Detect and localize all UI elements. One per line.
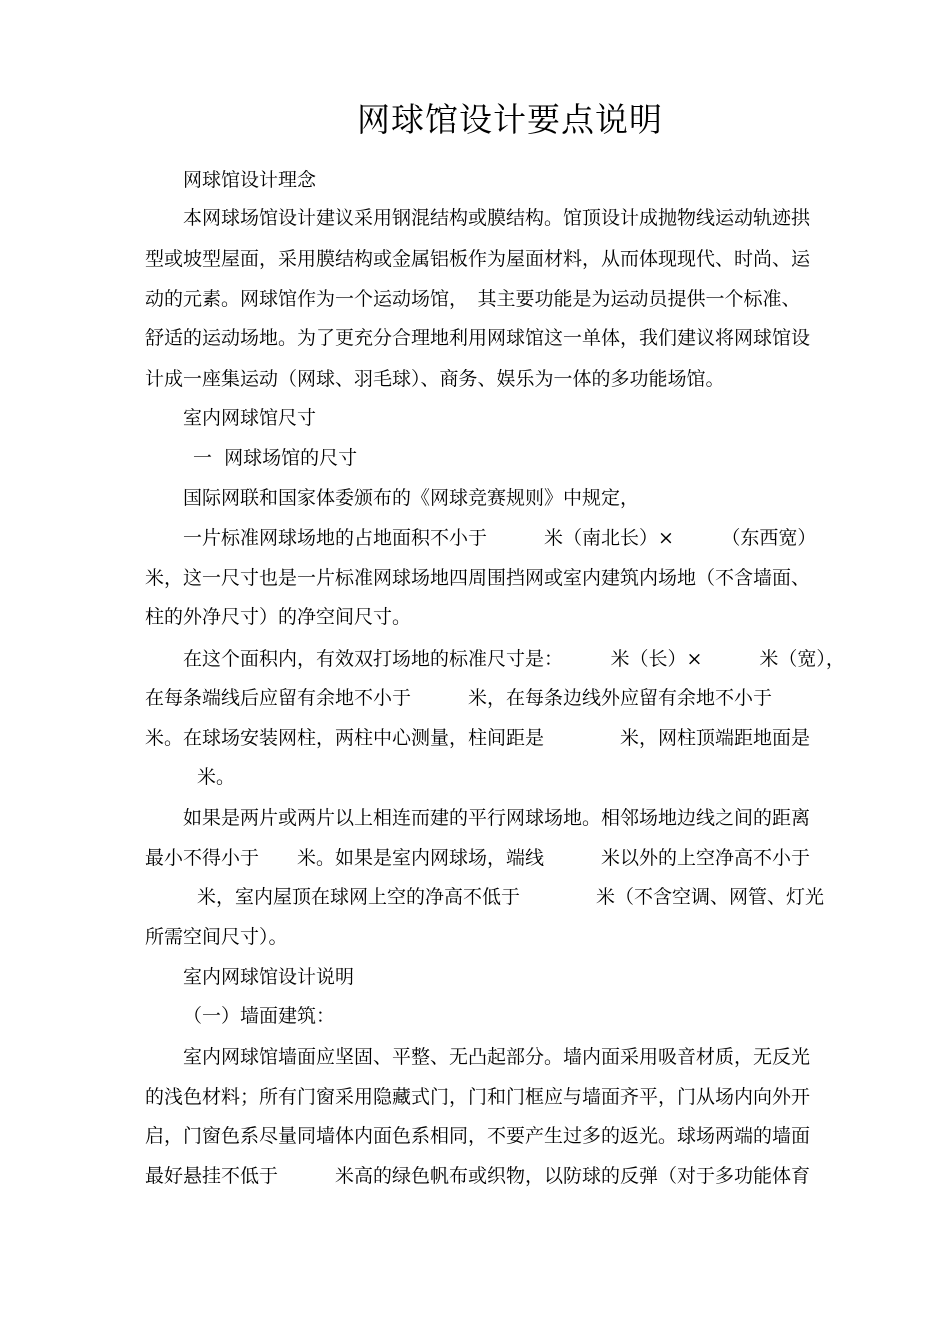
- section-heading: 室内网球馆尺寸: [183, 407, 317, 429]
- paragraph-line: 最小不得小于 米。如果是室内网球场，端线 米以外的上空净高不小于: [145, 847, 811, 869]
- paragraph-line: 米。在球场安装网柱，两柱中心测量，柱间距是 米，网柱顶端距地面是: [145, 727, 811, 749]
- paragraph-line: 在这个面积内，有效双打场地的标准尺寸是： 米（长）× 米（宽），: [183, 648, 845, 670]
- paragraph-line: 计成一座集运动（网球、羽毛球）、商务、娱乐为一体的多功能场馆。: [145, 368, 725, 390]
- paragraph-line: 米。: [197, 766, 236, 788]
- section-heading: 网球馆设计理念: [183, 169, 317, 191]
- paragraph-line: 米，室内屋顶在球网上空的净高不低于 米（不含空调、网管、灯光: [197, 886, 825, 908]
- section-heading: 室内网球馆设计说明: [183, 966, 355, 988]
- paragraph-line: 柱的外净尺寸）的净空间尺寸。: [145, 606, 412, 628]
- paragraph-line: 动的元素。网球馆作为一个运动场馆， 其主要功能是为运动员提供一个标准、: [145, 288, 801, 310]
- paragraph-line: 的浅色材料；所有门窗采用隐藏式门，门和门框应与墙面齐平，门从场内向外开: [145, 1086, 811, 1108]
- paragraph-line: 启，门窗色系尽量同墙体内面色系相同，不要产生过多的返光。球场两端的墙面: [145, 1125, 811, 1147]
- paragraph-line: 米，这一尺寸也是一片标准网球场地四周围挡网或室内建筑内场地（不含墙面、: [145, 567, 811, 589]
- paragraph-line: 室内网球馆墙面应坚固、平整、无凸起部分。墙内面采用吸音材质，无反光: [183, 1046, 811, 1068]
- paragraph-line: 本网球场馆设计建议采用钢混结构或膜结构。馆顶设计成抛物线运动轨迹拱: [183, 207, 811, 229]
- paragraph-line: 一片标准网球场地的占地面积不小于 米（南北长）× （东西宽）: [183, 527, 817, 549]
- paragraph-line: 最好悬挂不低于 米高的绿色帆布或织物，以防球的反弹（对于多功能体育: [145, 1165, 811, 1187]
- paragraph-line: 舒适的运动场地。为了更充分合理地利用网球馆这一单体，我们建议将网球馆设: [145, 327, 811, 349]
- paragraph-line: 在每条端线后应留有余地不小于 米，在每条边线外应留有余地不小于: [145, 687, 773, 709]
- subsection-heading: （一）墙面建筑：: [183, 1005, 336, 1027]
- paragraph-line: 型或坡型屋面，采用膜结构或金属铝板作为屋面材料，从而体现现代、时尚、运: [145, 248, 811, 270]
- document-title: 网球馆设计要点说明: [357, 100, 663, 139]
- paragraph-line: 如果是两片或两片以上相连而建的平行网球场地。相邻场地边线之间的距离: [183, 807, 811, 829]
- paragraph-line: 国际网联和国家体委颁布的《网球竞赛规则》中规定，: [183, 487, 640, 509]
- paragraph-line: 所需空间尺寸）。: [145, 926, 288, 948]
- subsection-heading: 一 网球场馆的尺寸: [193, 447, 358, 469]
